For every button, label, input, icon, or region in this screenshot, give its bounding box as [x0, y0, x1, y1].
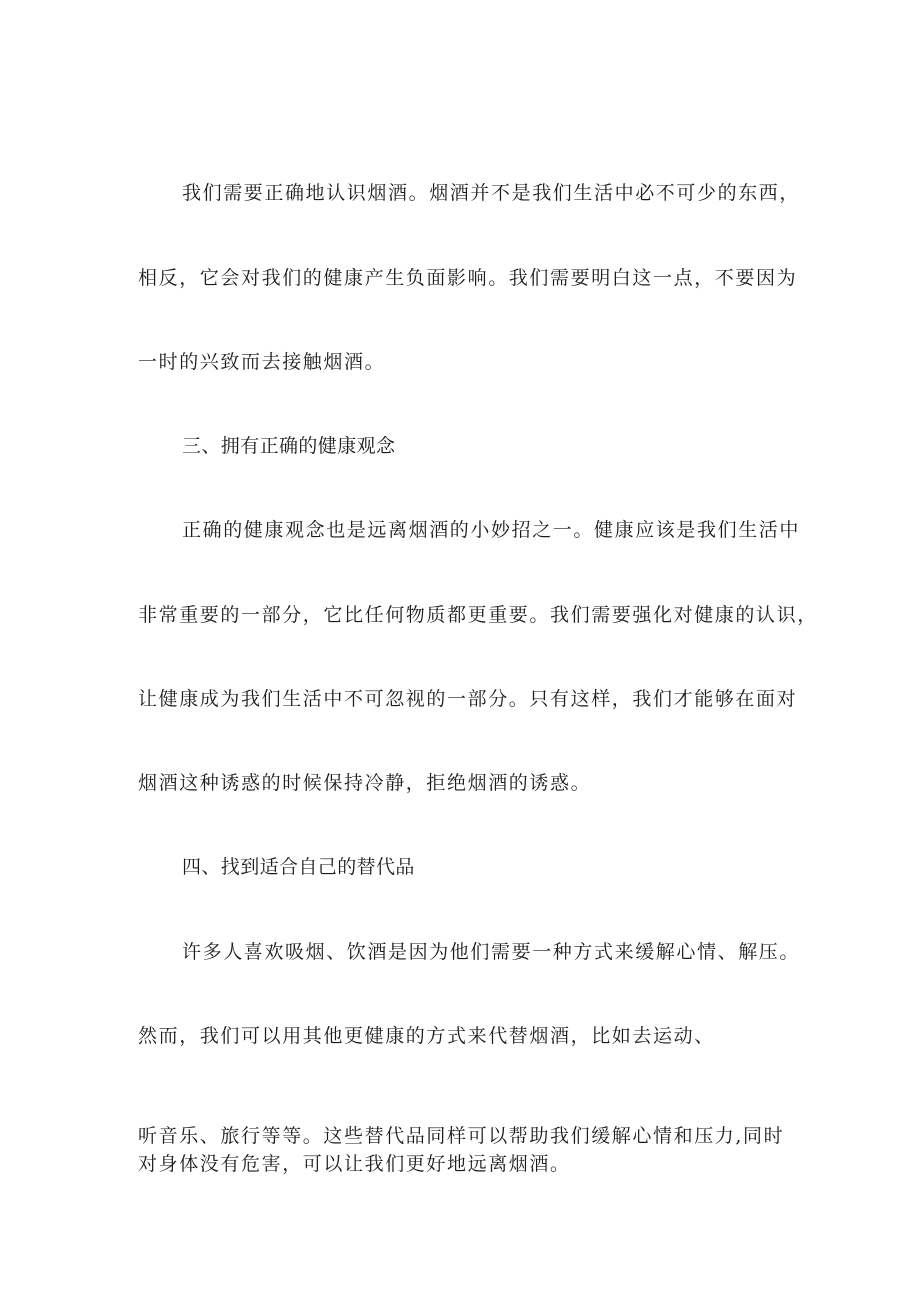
paragraph-3-line-2: 然而，我们可以用其他更健康的方式来代替烟酒，比如去运动、 [138, 1025, 715, 1047]
paragraph-2-line-4: 烟酒这种诱惑的时候保持冷静，拒绝烟酒的诱惑。 [138, 772, 592, 794]
section-heading-4: 四、找到适合自己的替代品 [182, 856, 415, 878]
paragraph-1-line-1: 我们需要正确地认识烟酒。烟酒并不是我们生活中必不可少的东西， [182, 182, 801, 204]
paragraph-2-line-1: 正确的健康观念也是远离烟酒的小妙招之一。健康应该是我们生活中 [182, 519, 801, 541]
paragraph-3-line-4: 对身体没有危害，可以让我们更好地远离烟酒。 [138, 1153, 571, 1175]
paragraph-3-line-1: 许多人喜欢吸烟、饮酒是因为他们需要一种方式来缓解心情、解压。 [182, 941, 801, 963]
section-heading-3: 三、拥有正确的健康观念 [182, 435, 396, 457]
paragraph-2-line-2: 非常重要的一部分，它比任何物质都更重要。我们需要强化对健康的认识， [138, 604, 818, 626]
paragraph-2-line-3: 让健康成为我们生活中不可忽视的一部分。只有这样，我们才能够在面对 [138, 688, 798, 710]
paragraph-3-line-3: 听音乐、旅行等等。这些替代品同样可以帮助我们缓解心情和压力,同时 [138, 1125, 785, 1147]
paragraph-1-line-2: 相反，它会对我们的健康产生负面影响。我们需要明白这一点，不要因为 [138, 267, 798, 289]
paragraph-1-line-3: 一时的兴致而去接触烟酒。 [138, 351, 386, 373]
